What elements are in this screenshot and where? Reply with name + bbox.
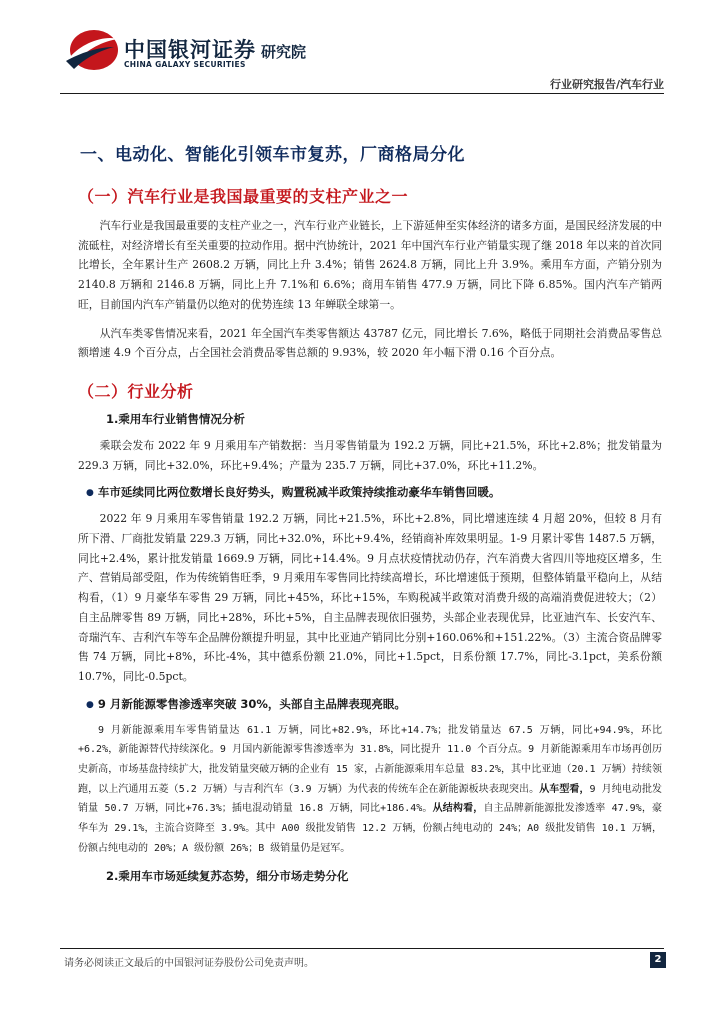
logo-chinese-name: 中国银河证券	[124, 38, 256, 62]
disclaimer-text: 请务必阅读正文最后的中国银河证券股份公司免责声明。	[64, 958, 314, 969]
galaxy-logo-icon	[64, 27, 120, 73]
text-run: 9 月纯电动批发销量 50.7 万辆，同比+76.3%；插电混动销量 16.8 万辆，同比+186.4%。	[78, 783, 663, 815]
subsection-title-2: （二）行业分析	[78, 381, 194, 401]
footer-divider	[60, 948, 664, 949]
text-run: 自主品牌新能源批发渗透率 47.9%，豪华车为 29.1%，主流合资降至 3.9%。其中 A00 级批发销售 12.2 万辆，份额占纯电动的 24%；A0 级批发销售 10.1 万辆，份额占纯电动的 20%；A 级份额 26%；B 级销量仍是冠军。	[78, 803, 663, 854]
text-run: 9 月新能源乘用车零售销量达 61.1 万辆，同比+82.9%，环比+14.7%；批发销量达 67.5 万辆，同比+94.9%，环比+6.2%，新能源替代持续深化。9 月国内新能源零售渗透率为 31.8%，同比提升 11.0 个百分点。9 月新能源乘用车市场再创历史新高，市场基盘持续扩大，批发销量突破万辆的企业有 15 家，占新能源乘用车总量 83.2%，其中比亚迪（20.1 万辆）持续领跑，以上汽通用五菱（5.2 万辆）与吉利汽车（3.9 万辆）为代表的传统车企在新能源板块表现突出。	[78, 724, 662, 795]
heading-passenger-sales: 1.乘用车行业销售情况分析	[106, 411, 245, 426]
paragraph: 汽车行业是我国最重要的支柱产业之一，汽车行业产业链长，上下游延伸至实体经济的诸多方面，是国民经济发展的中流砥柱，对经济增长有至关重要的拉动作用。据中汽协统计，2021 年中国汽车行业产销量实现了继 2018 年以来的首次同比增长，全年累计生产 2608.2 万辆，同比上升 3.4%；销售 2624.8 万辆，同比上升 3.9%。乘用车方面，产销分别为 2140.8 万辆和 2146.8 万辆，同比上升 7.1%和 6.6%；商用车销售 477.9 万辆，同比下降 6.85%。国内汽车产销两旺，目前国内汽车产销量仍以绝对的优势连续 13 年蝉联全球第一。	[78, 219, 662, 311]
paragraph-nev	[78, 721, 662, 859]
header-divider	[60, 93, 664, 94]
page-header	[0, 0, 724, 96]
section-title: 一、电动化、智能化引领车市复苏，厂商格局分化	[80, 145, 465, 165]
paragraph: 2022 年 9 月乘用车零售销量 192.2 万辆，同比+21.5%，环比+2.8%，同比增速连续 4 月超 20%，但较 8 月有所下滑、厂商批发销量 229.3 万辆，同比+32.0%，环比+9.4%，经销商补库效果明显。1-9 月累计零售 1487.5 万辆，同比+2.4%，累计批发销量 1669.9 万辆，同比+14.4%。9 月点状疫情扰动仍存，汽车消费大省四川等地疫区增多，生产、营销局部受阻，作为传统销售旺季，9 月乘用车零售同比持续高增长，环比增速低于预期，但整体销量平稳向上，从结构看，（1）9 月豪华车零售 29 万辆，同比+45%，环比+15%，车购税减半政策对消费升级的高端消费促进较大；（2）自主品牌零售 89 万辆，同比+28%，环比+5%，自主品牌表现依旧强势，头部企业表现优异，比亚迪汽车、长安汽车、奇瑞汽车、吉利汽车等车企品牌份额提升明显，其中比亚迪产销同比分别+160.06%和+151.22%。（3）主流合资品牌零售 74 万辆，同比+8%，环比-4%，其中德系份额 21.0%，同比+1.5pct，日系份额 17.7%，同比-3.1pct，美系份额 10.7%，同比-0.5pct。	[78, 512, 662, 683]
logo-english-name: CHINA GALAXY SECURITIES	[124, 60, 246, 69]
paragraph: 从汽车类零售情况来看，2021 年全国汽车类零售额达 43787 亿元，同比增长 7.6%，略低于同期社会消费品零售总额增速 4.9 个百分点，占全国社会消费品零售总额的 9.93%，较 2020 年小幅下滑 0.16 个百分点。	[78, 326, 662, 360]
heading-market-trend: 2.乘用车市场延续复苏态势，细分市场走势分化	[106, 868, 349, 883]
page-number: 2	[650, 952, 666, 968]
subsection-title-1: （一）汽车行业是我国最重要的支柱产业之一	[78, 187, 409, 206]
bold-run: 从结构看，	[432, 803, 484, 815]
bullet-heading: ● 车市延续同比两位数增长良好势头，购置税减半政策持续推动豪华车销售回暖。	[86, 484, 662, 500]
report-category: 行业研究报告/汽车行业	[549, 78, 664, 91]
logo-institute-label: 研究院	[261, 43, 307, 61]
bullet-heading: ● 9 月新能源零售渗透率突破 30%，头部自主品牌表现亮眼。	[86, 696, 662, 712]
bold-run: 从车型看，	[539, 783, 590, 795]
main-content	[62, 140, 662, 893]
paragraph: 乘联会发布 2022 年 9 月乘用车产销数据：当月零售销量为 192.2 万辆，同比+21.5%，环比+2.8%；批发销量为 229.3 万辆，同比+32.0%，环比+9.4%；产量为 235.7 万辆，同比+37.0%，环比+11.2%。	[78, 438, 662, 472]
